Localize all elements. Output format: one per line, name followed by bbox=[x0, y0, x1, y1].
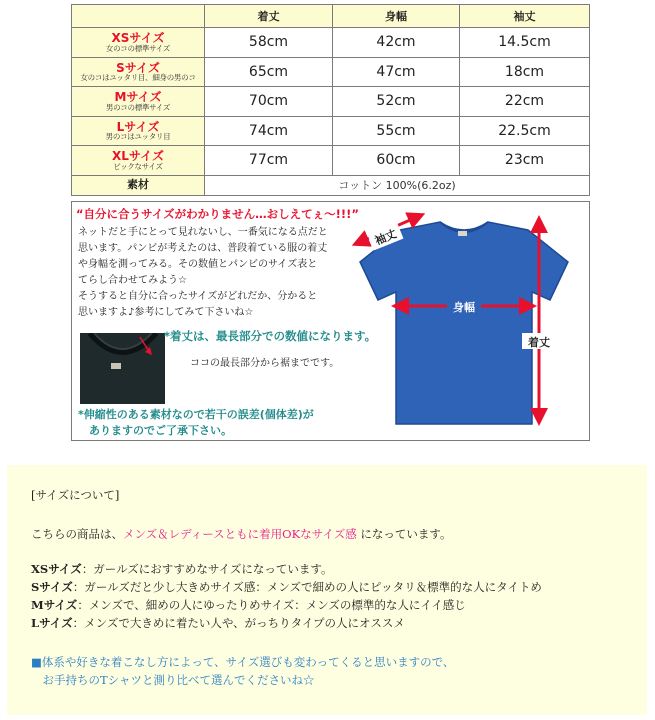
width-value: 55cm bbox=[333, 116, 460, 146]
description-note-line: ■体系や好きな着こなし方によって、サイズ選びも変わってくると思いますので、 bbox=[31, 655, 455, 669]
size-desc-label: Sサイズ bbox=[31, 580, 73, 594]
size-label-cell bbox=[72, 28, 205, 58]
size-description-box bbox=[7, 465, 647, 715]
header-corner bbox=[72, 5, 205, 28]
sleeve-label: 袖丈 bbox=[373, 227, 399, 248]
header-sleeve: 袖丈 bbox=[460, 5, 590, 28]
description-intro bbox=[31, 526, 452, 542]
sleeve-value: 23cm bbox=[460, 146, 590, 176]
width-value: 42cm bbox=[333, 28, 460, 58]
elasticity-note bbox=[78, 407, 314, 439]
length-value: 65cm bbox=[205, 57, 333, 87]
description-note-line: お手持ちのTシャツと測り比べて選んでくださいね☆ bbox=[31, 673, 315, 687]
tshirt-measure-diagram bbox=[342, 212, 587, 437]
sleeve-value: 18cm bbox=[460, 57, 590, 87]
width-value: 47cm bbox=[333, 57, 460, 87]
guide-title: “自分に合うサイズがわかりません…おしえてぇ～!!!” bbox=[76, 207, 359, 221]
header-length: 着丈 bbox=[205, 5, 333, 28]
width-value: 52cm bbox=[333, 87, 460, 117]
size-subtitle: 男のコの標準サイズ bbox=[105, 102, 171, 112]
guide-body bbox=[78, 225, 328, 321]
guide-body-line: 思いますよ♪参考にしてみて下さいね☆ bbox=[78, 307, 254, 318]
size-label-cell bbox=[72, 116, 205, 146]
length-note: *着丈は、最長部分での数値になります。 bbox=[164, 329, 377, 343]
length-value: 74cm bbox=[205, 116, 333, 146]
size-subtitle: 女のコはユッタリ目、細身の男のコ bbox=[80, 73, 196, 83]
size-desc-text: ：ガールズだと少し大きめサイズ感：メンズで細めの人にピッタリ＆標準的な人にタイトめ bbox=[72, 580, 542, 594]
size-desc-text: ：メンズで大きめに着たい人や、がっちりタイプの人にオススメ bbox=[72, 616, 405, 630]
length-value: 58cm bbox=[205, 28, 333, 58]
elasticity-note-line: *伸縮性のある素材なので若干の誤差(個体差)が bbox=[78, 408, 314, 421]
size-name: Mサイズ bbox=[114, 90, 162, 105]
size-desc-label: Lサイズ bbox=[31, 616, 73, 630]
length-label: 着丈 bbox=[528, 336, 550, 349]
size-label-cell bbox=[72, 146, 205, 176]
material-value: コットン 100%(6.2oz) bbox=[205, 175, 590, 195]
size-subtitle: 男のコはユッタリ目 bbox=[105, 132, 171, 142]
size-desc-text: ：ガールズにおすすめなサイズになっています。 bbox=[81, 562, 333, 576]
collar-note: ココの最長部分から裾までです。 bbox=[190, 358, 340, 369]
guide-body-line: てらし合わせてみよう☆ bbox=[78, 275, 187, 286]
size-name: Lサイズ bbox=[116, 119, 160, 134]
size-desc-text: ：メンズで、細めの人にゆったりめサイズ：メンズの標準的な人にイイ感じ bbox=[77, 598, 466, 612]
length-value: 77cm bbox=[205, 146, 333, 176]
description-heading: [サイズについて] bbox=[31, 488, 120, 502]
intro-text-end: になっています。 bbox=[360, 527, 452, 541]
size-desc-l bbox=[31, 615, 405, 631]
table-row-xl bbox=[72, 146, 590, 176]
length-value: 70cm bbox=[205, 87, 333, 117]
table-row-s bbox=[72, 57, 590, 87]
size-subtitle: ビックなサイズ bbox=[113, 161, 163, 171]
size-subtitle: 女のコの標準サイズ bbox=[105, 43, 171, 53]
table-row-m bbox=[72, 87, 590, 117]
size-desc-s bbox=[31, 579, 542, 595]
guide-body-line: そうすると自分に合ったサイズがどれだか、分かると bbox=[78, 291, 318, 302]
guide-body-line: ネットだと手にとって見れないし、一番気になる点だと bbox=[78, 227, 328, 238]
blue-tshirt bbox=[360, 222, 568, 424]
table-row-l bbox=[72, 116, 590, 146]
header-width: 身幅 bbox=[333, 5, 460, 28]
size-guide-panel bbox=[71, 201, 590, 441]
size-desc-label: XSサイズ bbox=[31, 562, 82, 576]
size-name: XSサイズ bbox=[111, 31, 165, 46]
sleeve-value: 22.5cm bbox=[460, 116, 590, 146]
size-label-cell bbox=[72, 87, 205, 117]
material-row bbox=[72, 175, 590, 195]
material-label: 素材 bbox=[72, 175, 205, 195]
width-label: 身幅 bbox=[453, 301, 475, 314]
sleeve-value: 14.5cm bbox=[460, 28, 590, 58]
size-desc-label: Mサイズ bbox=[31, 598, 78, 612]
intro-text: こちらの商品は、 bbox=[31, 527, 123, 541]
size-desc-m bbox=[31, 597, 466, 613]
sleeve-value: 22cm bbox=[460, 87, 590, 117]
guide-body-line: や身幅を測ってみる。その数値とパンビのサイズ表と bbox=[78, 259, 318, 270]
guide-body-line: 思います。パンビが考えたのは、普段着ている服の着丈 bbox=[78, 243, 328, 254]
width-value: 60cm bbox=[333, 146, 460, 176]
size-desc-xs bbox=[31, 561, 333, 577]
elasticity-note-line: ありますのでご了承下さい。 bbox=[78, 424, 232, 437]
size-name: Sサイズ bbox=[116, 60, 160, 75]
size-label-cell bbox=[72, 57, 205, 87]
table-header-row bbox=[72, 5, 590, 28]
intro-highlight: メンズ＆レディースともに着用OKなサイズ感 bbox=[123, 527, 357, 541]
table-row-xs bbox=[72, 28, 590, 58]
size-table bbox=[71, 4, 590, 196]
dark-shirt-collar-image bbox=[80, 333, 165, 404]
size-name: XLサイズ bbox=[112, 149, 164, 164]
